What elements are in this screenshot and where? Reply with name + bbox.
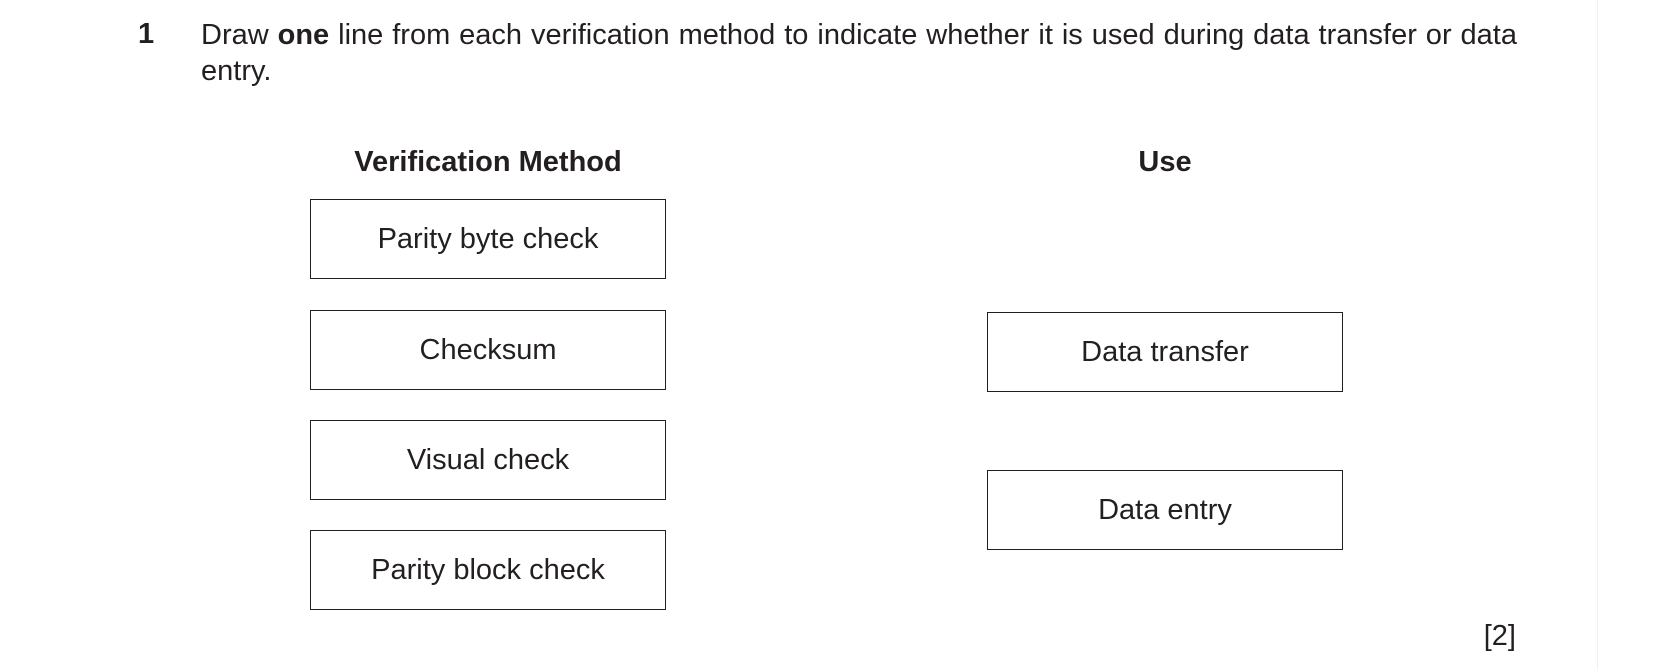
method-box-visual-check[interactable] bbox=[310, 420, 666, 500]
method-label: Visual check bbox=[406, 443, 570, 476]
method-label: Parity block check bbox=[371, 553, 605, 586]
question-text-start: Draw bbox=[201, 19, 278, 51]
question-text bbox=[201, 17, 1517, 89]
use-label: Data transfer bbox=[1081, 335, 1249, 368]
use-box-data-entry[interactable] bbox=[987, 470, 1343, 550]
page-edge bbox=[1597, 0, 1598, 670]
use-box-data-transfer[interactable] bbox=[987, 312, 1343, 392]
method-box-parity-block-check[interactable] bbox=[310, 530, 666, 610]
verification-method-heading: Verification Method bbox=[354, 146, 622, 178]
method-label: Checksum bbox=[419, 333, 557, 366]
use-heading: Use bbox=[1138, 146, 1192, 178]
method-box-parity-byte-check[interactable] bbox=[310, 199, 666, 279]
question-text-end: line from each verification method to indicate whether it is used during data transfer or data entry. bbox=[201, 19, 1517, 87]
method-box-checksum[interactable] bbox=[310, 310, 666, 390]
question-text-emphasis: one bbox=[277, 19, 330, 51]
use-label: Data entry bbox=[1098, 493, 1232, 526]
marks-allocation: [2] bbox=[1483, 620, 1516, 652]
method-label: Parity byte check bbox=[377, 222, 599, 255]
question-number: 1 bbox=[138, 18, 155, 50]
